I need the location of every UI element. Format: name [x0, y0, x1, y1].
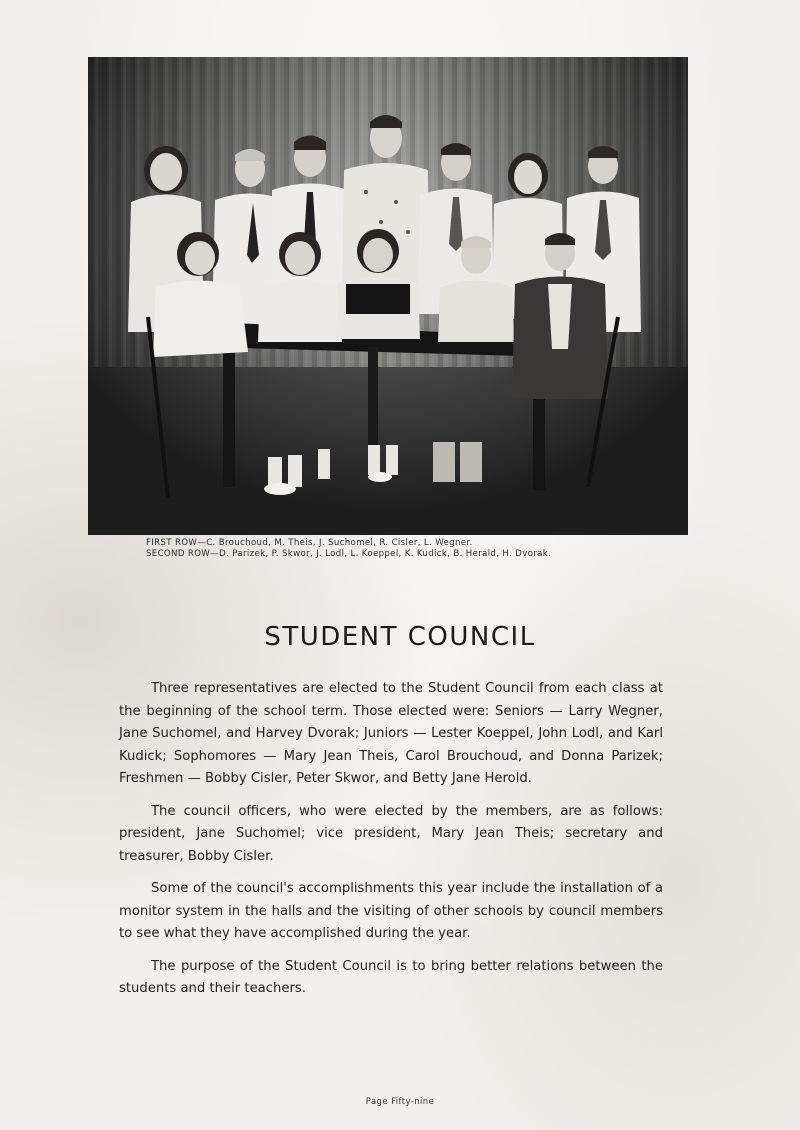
body-text [119, 678, 663, 1011]
page-number: Page Fifty-nine [365, 1097, 435, 1107]
page-title: STUDENT COUNCIL [264, 622, 536, 652]
caption-second-row: SECOND ROW—D. Parizek, P. Skwor, J. Lodl, L. Koeppel, K. Kudick, B. Herald, H. Dvorak. [146, 549, 552, 559]
caption-first-row: FIRST ROW—C. Brouchoud, M. Theis, J. Suchomel, R. Cisler, L. Wegner. [146, 538, 473, 548]
paragraph-officers: The council officers, who were elected by the members, are as follows: president, Jane Suchomel; vice president, Mary Jean Theis; secretary and treasurer, Bobby Cisler. [119, 803, 663, 864]
paragraph-accomplishments: Some of the council's accomplishments this year include the installation of a monitor system in the halls and the visiting of other schools by council members to see what they have accomplished during the year. [119, 881, 663, 941]
photo-caption [146, 538, 706, 560]
group-photo [88, 57, 688, 535]
group-photo-illustration [88, 57, 688, 535]
paragraph-purpose: The purpose of the Student Council is to bring better relations between the students and their teachers. [119, 958, 663, 996]
paragraph-representatives: Three representatives are elected to the Student Council from each class at the beginning of the school term. Those elected were: Seniors — Larry Wegner, Jane Suchomel, and Harvey Dvorak; Juniors — Lester Koeppel, John Lodl, and Karl Kudick; Sophomores — Mary Jean Theis, Carol Brouchoud, and Donna Parizek; Freshmen — Bobby Cisler, Peter Skwor, and Betty Jane Herold. [119, 681, 663, 786]
